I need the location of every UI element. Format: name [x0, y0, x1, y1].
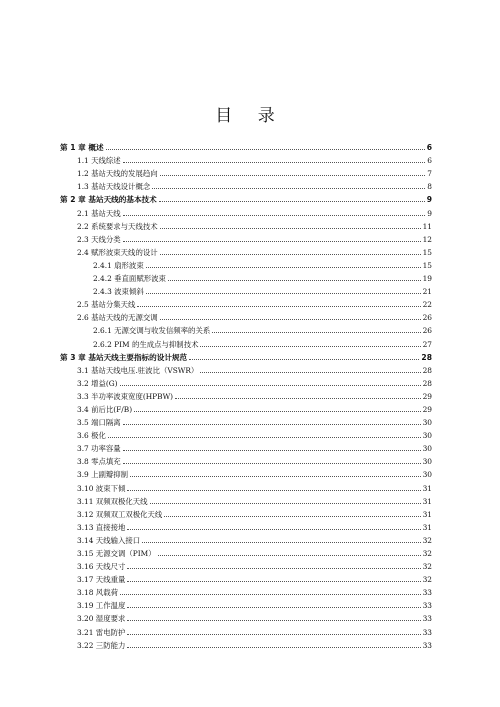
dot-leader	[127, 528, 420, 530]
toc-entry-page-number: 33	[422, 640, 432, 650]
dot-leader	[164, 515, 420, 517]
toc-entry-label: 第 3 章 基站天线主要指标的设计规范	[60, 352, 188, 362]
dot-leader	[158, 554, 421, 556]
toc-section-entry[interactable]	[60, 532, 432, 545]
toc-entry-page-number: 32	[422, 575, 432, 585]
toc-entry-page-number: 19	[422, 274, 432, 284]
toc-section-entry[interactable]	[60, 453, 432, 466]
toc-entry-page-number: 9	[427, 208, 432, 218]
toc-section-entry[interactable]	[60, 401, 432, 414]
toc-section-entry[interactable]	[60, 231, 432, 244]
toc-entry-page-number: 30	[422, 444, 432, 454]
toc-entry-label: 1.3 基站天线设计概念	[77, 182, 151, 192]
dot-leader	[168, 279, 421, 281]
dot-leader	[200, 371, 420, 373]
toc-section-entry[interactable]	[60, 637, 432, 650]
toc-section-entry[interactable]	[60, 178, 432, 191]
dot-leader	[127, 580, 420, 582]
toc-chapter-entry[interactable]	[60, 191, 432, 204]
dot-leader	[120, 593, 421, 595]
toc-entry-page-number: 6	[426, 143, 432, 153]
toc-entry-label: 2.3 天线分类	[77, 234, 121, 244]
page-title: 目 录	[215, 106, 285, 126]
dot-leader	[130, 475, 421, 477]
toc-entry-page-number: 8	[427, 182, 432, 192]
toc-section-entry[interactable]	[60, 257, 432, 270]
toc-section-entry[interactable]	[60, 152, 432, 165]
toc-entry-page-number: 32	[422, 562, 432, 572]
toc-entry-label: 3.7 功率容量	[77, 444, 121, 454]
dot-leader	[108, 436, 421, 438]
toc-entry-page-number: 11	[422, 221, 432, 231]
toc-section-entry[interactable]	[60, 388, 432, 401]
toc-chapter-entry[interactable]	[60, 139, 432, 152]
dot-leader	[123, 423, 421, 425]
toc-section-entry[interactable]	[60, 309, 432, 322]
toc-section-entry[interactable]	[60, 218, 432, 231]
dot-leader	[160, 174, 426, 176]
toc-entry-page-number: 21	[422, 287, 432, 297]
toc-entry-label: 3.13 直接接地	[77, 522, 126, 532]
toc-entry-page-number: 6	[427, 156, 432, 166]
toc-entry-label: 2.4.2 垂直面赋形波束	[93, 274, 166, 284]
toc-chapter-entry[interactable]	[60, 349, 432, 362]
dot-leader	[127, 606, 420, 608]
toc-entry-label: 2.1 基站天线	[77, 208, 121, 218]
dot-leader	[146, 266, 421, 268]
toc-entry-page-number: 31	[422, 496, 432, 506]
toc-entry-label: 3.11 双频双极化天线	[77, 496, 148, 506]
toc-entry-page-number: 26	[422, 326, 432, 336]
toc-entry-page-number: 9	[426, 195, 432, 205]
toc-section-entry[interactable]	[60, 506, 432, 519]
toc-section-entry[interactable]	[60, 244, 432, 257]
dot-leader	[160, 253, 421, 255]
toc-entry-page-number: 28	[421, 352, 432, 362]
toc-entry-label: 3.8 零点填充	[77, 457, 121, 467]
toc-entry-label: 2.6 基站天线的无源交调	[77, 313, 158, 323]
toc-section-entry[interactable]	[60, 204, 432, 217]
dot-leader	[123, 462, 421, 464]
dot-leader	[152, 187, 425, 189]
toc-entry-label: 3.20 湿度要求	[77, 614, 126, 624]
toc-section-entry[interactable]	[60, 270, 432, 283]
toc-entry-label: 3.1 基站天线电压.驻波比（VSWR）	[77, 365, 199, 375]
toc-section-entry[interactable]	[60, 493, 432, 506]
dot-leader	[127, 489, 420, 491]
toc-entry-label: 2.5 基站分集天线	[77, 300, 136, 310]
toc-section-entry[interactable]	[60, 519, 432, 532]
dot-leader	[123, 161, 426, 163]
toc-entry-label: 1.1 天线综述	[77, 156, 121, 166]
toc-entry-page-number: 15	[422, 247, 432, 257]
dot-leader	[123, 240, 421, 242]
dot-leader	[159, 200, 425, 202]
toc-entry-label: 3.10 波束下倾	[77, 483, 126, 493]
dot-leader	[127, 633, 420, 635]
toc-entry-label: 3.16 天线尺寸	[77, 562, 126, 572]
toc-section-entry[interactable]	[60, 545, 432, 558]
toc-entry-page-number: 30	[422, 418, 432, 428]
toc-entry-page-number: 29	[422, 404, 432, 414]
toc-entry-label: 3.18 风载荷	[77, 588, 118, 598]
toc-entry-page-number: 30	[422, 431, 432, 441]
toc-entry-page-number: 12	[422, 234, 432, 244]
toc-entry-label: 3.5 端口隔离	[77, 418, 121, 428]
toc-entry-page-number: 33	[422, 627, 432, 637]
toc-section-entry[interactable]	[60, 322, 432, 335]
dot-leader	[123, 214, 426, 216]
toc-entry-page-number: 33	[422, 588, 432, 598]
toc-entry-page-number: 22	[422, 300, 432, 310]
toc-section-entry[interactable]	[60, 440, 432, 453]
toc-section-entry[interactable]	[60, 375, 432, 388]
toc-section-entry[interactable]	[60, 623, 432, 636]
toc-entry-page-number: 31	[422, 509, 432, 519]
toc-section-entry[interactable]	[60, 296, 432, 309]
dot-leader	[127, 646, 420, 648]
toc-entry-label: 3.19 工作温度	[77, 601, 126, 611]
toc-section-entry[interactable]	[60, 571, 432, 584]
toc-entry-page-number: 28	[422, 378, 432, 388]
toc-entry-label: 3.9 上副瓣抑制	[77, 470, 129, 480]
dot-leader	[127, 619, 420, 621]
table-of-contents	[60, 139, 432, 650]
dot-leader	[212, 331, 420, 333]
toc-entry-page-number: 27	[422, 339, 432, 349]
dot-leader	[120, 384, 421, 386]
toc-section-entry[interactable]	[60, 597, 432, 610]
toc-section-entry[interactable]	[60, 558, 432, 571]
toc-entry-page-number: 31	[422, 522, 432, 532]
dot-leader	[146, 292, 421, 294]
toc-section-entry[interactable]	[60, 283, 432, 296]
toc-entry-label: 2.4.1 扇形波束	[93, 260, 144, 270]
toc-section-entry[interactable]	[60, 335, 432, 348]
dot-leader	[175, 397, 421, 399]
toc-entry-page-number: 29	[422, 391, 432, 401]
toc-entry-label: 3.22 三防能力	[77, 640, 126, 650]
toc-section-entry[interactable]	[60, 414, 432, 427]
dot-leader	[106, 148, 425, 150]
toc-entry-page-number: 32	[422, 549, 432, 558]
toc-entry-page-number: 30	[422, 470, 432, 480]
toc-entry-page-number: 31	[422, 483, 432, 493]
toc-entry-label: 2.2 系统要求与天线技术	[77, 221, 158, 231]
toc-entry-label: 2.4 赋形波束天线的设计	[77, 247, 158, 257]
toc-entry-page-number: 15	[422, 260, 432, 270]
dot-leader	[160, 318, 421, 320]
toc-entry-label: 3.6 极化	[77, 431, 106, 441]
dot-leader	[127, 567, 420, 569]
toc-entry-page-number: 33	[422, 614, 432, 624]
toc-entry-page-number: 7	[427, 169, 432, 179]
toc-entry-label: 2.4.3 波束倾斜	[93, 287, 144, 297]
dot-leader	[200, 345, 420, 347]
toc-entry-label: 3.12 双频双工双极化天线	[77, 509, 163, 519]
toc-section-entry[interactable]	[60, 610, 432, 623]
dot-leader	[189, 358, 419, 360]
toc-entry-label: 3.21 雷电防护	[77, 627, 126, 637]
toc-entry-label: 3.3 半功率波束宽度(HPBW)	[77, 391, 174, 401]
toc-entry-label: 3.2 增益(G)	[77, 378, 118, 388]
dot-leader	[123, 449, 421, 451]
toc-section-entry[interactable]	[60, 584, 432, 597]
dot-leader	[137, 305, 420, 307]
toc-entry-page-number: 32	[422, 535, 432, 545]
dot-leader	[160, 227, 421, 229]
toc-section-entry[interactable]	[60, 362, 432, 375]
toc-entry-label: 1.2 基站天线的发展趋向	[77, 169, 158, 179]
toc-entry-label: 3.15 无源交调（PIM）	[77, 549, 156, 558]
toc-entry-label: 2.6.1 无源交调与收发信频率的关系	[93, 326, 211, 336]
toc-entry-label: 第 2 章 基站天线的基本技术	[60, 195, 157, 205]
dot-leader	[134, 410, 421, 412]
toc-section-entry[interactable]	[60, 479, 432, 492]
toc-entry-label: 第 1 章 概述	[60, 143, 104, 153]
toc-entry-label: 3.14 天线输入接口	[77, 535, 141, 545]
toc-entry-page-number: 28	[422, 365, 432, 375]
dot-leader	[142, 541, 420, 543]
toc-entry-label: 2.6.2 PIM 的生成点与抑制技术	[93, 339, 199, 349]
toc-section-entry[interactable]	[60, 165, 432, 178]
toc-entry-label: 3.4 前后比(F/B)	[77, 404, 133, 414]
dot-leader	[150, 502, 421, 504]
toc-section-entry[interactable]	[60, 427, 432, 440]
toc-section-entry[interactable]	[60, 466, 432, 479]
toc-entry-page-number: 30	[422, 457, 432, 467]
toc-entry-page-number: 26	[422, 313, 432, 323]
toc-entry-label: 3.17 天线重量	[77, 575, 126, 585]
toc-entry-page-number: 33	[422, 601, 432, 611]
